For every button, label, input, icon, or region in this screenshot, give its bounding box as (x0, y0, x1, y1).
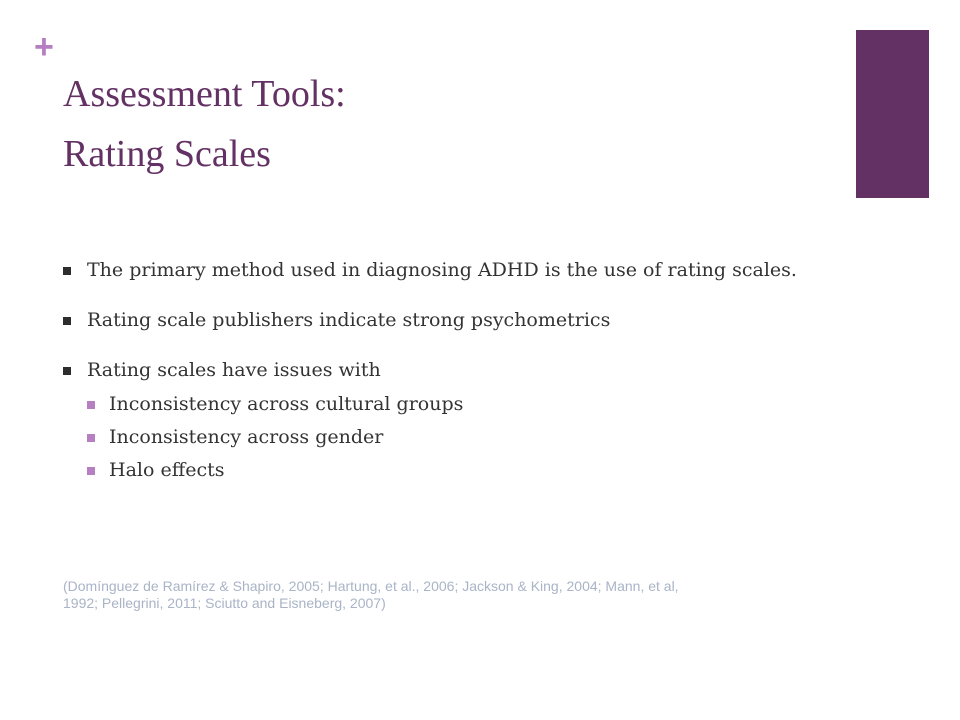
citation-line-1: (Domínguez de Ramírez & Shapiro, 2005; Hartung, et al., 2006; Jackson & King, 2004; Mann, et al, (63, 578, 679, 594)
sub-bullet-item-halo (87, 458, 823, 482)
plus-icon: + (34, 28, 54, 66)
accent-bar (856, 30, 929, 198)
sub-bullet-item-cultural (87, 392, 823, 416)
square-bullet-icon (87, 467, 95, 475)
square-bullet-icon (63, 317, 71, 325)
bullet-text: Rating scale publishers indicate strong psychometrics (87, 309, 611, 331)
bullet-list (63, 258, 823, 508)
sub-bullet-list (87, 392, 823, 482)
sub-bullet-item-gender (87, 425, 823, 449)
bullet-text: The primary method used in diagnosing ADHD is the use of rating scales. (87, 259, 797, 281)
citation (63, 578, 833, 612)
bullet-item-psychometrics (63, 308, 823, 332)
bullet-item-diagnosis (63, 258, 823, 282)
citation-line-2: 1992; Pellegrini, 2011; Sciutto and Eisneberg, 2007) (63, 595, 386, 611)
bullet-text: Rating scales have issues with (87, 359, 381, 381)
square-bullet-icon (87, 434, 95, 442)
square-bullet-icon (63, 367, 71, 375)
sub-bullet-text: Inconsistency across gender (109, 426, 384, 448)
bullet-item-issues (63, 358, 823, 482)
sub-bullet-text: Inconsistency across cultural groups (109, 393, 464, 415)
slide-title-line-2: Rating Scales (63, 133, 271, 175)
slide-title (63, 64, 823, 184)
sub-bullet-text: Halo effects (109, 459, 225, 481)
square-bullet-icon (63, 267, 71, 275)
square-bullet-icon (87, 401, 95, 409)
slide-title-line-1: Assessment Tools: (63, 73, 346, 115)
